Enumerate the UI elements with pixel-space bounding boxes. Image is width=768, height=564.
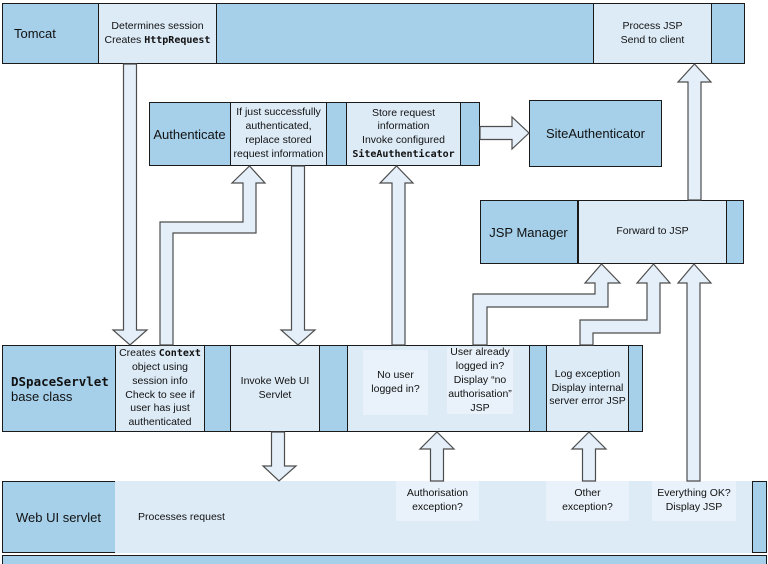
arrow-user-already-to-forward-jsp (473, 264, 620, 345)
context-code: Context (158, 347, 201, 359)
siteauthenticator-code: SiteAuthenticator (352, 149, 455, 161)
authorisation-exception-box: Authorisation exception? (396, 481, 479, 521)
authenticate-label: Authenticate (149, 102, 231, 166)
jsp-manager-bar (480, 200, 744, 264)
tomcat-bar (2, 3, 745, 64)
webui-servlet-label: Web UI servlet (2, 481, 116, 553)
jsp-manager-label: JSP Manager (480, 200, 578, 264)
creates-context-post: object using session info Check to see if user has just authenticated (125, 360, 195, 429)
arrow-everything-ok-to-forward-jsp (678, 264, 711, 481)
arrow-authenticate-to-invoke-webui (281, 166, 315, 345)
if-just-authenticated-box: If just successfully authenticated, replace stored request information (230, 102, 327, 166)
creates-context-box (115, 345, 205, 432)
log-exception-box: Log exception Display internal server error JSP (546, 345, 629, 432)
arrow-context-to-authenticate (160, 166, 265, 345)
arrow-other-exception-to-log-exception (572, 432, 606, 481)
user-already-logged-in-box: User already logged in? Display “no authorisation” JSP (448, 346, 512, 414)
dspace-servlet-label-rest: base class (11, 388, 73, 404)
store-request-line2: Invoke configured (362, 134, 445, 147)
webui-servlet-bar (2, 481, 767, 553)
no-user-logged-in-box: No user logged in? (363, 350, 428, 415)
process-jsp-box (593, 3, 712, 64)
authenticate-bar (149, 102, 480, 166)
tomcat-label: Tomcat (14, 26, 56, 41)
everything-ok-box: Everything OK? Display JSP (652, 481, 736, 521)
arrow-invoke-webui-to-webui-servlet (263, 432, 296, 481)
other-exception-box: Other exception? (546, 481, 629, 521)
processes-request-area: Processes request (115, 481, 753, 553)
creates-httprequest-pre: Creates (104, 33, 142, 46)
httprequest-code: HttpRequest (144, 34, 211, 46)
determines-session-line1: Determines session (111, 19, 204, 32)
store-request-box (346, 102, 461, 166)
dspace-servlet-label-code: DSpaceServlet (11, 373, 109, 389)
process-jsp-line2: Send to client (620, 33, 685, 46)
arrow-store-to-siteauthenticator (480, 117, 529, 149)
bottom-strip-bar (2, 555, 767, 564)
site-authenticator-box: SiteAuthenticator (529, 100, 662, 167)
arrow-log-exception-to-forward-jsp (580, 264, 670, 345)
dspace-servlet-bar (2, 345, 643, 432)
dspace-servlet-label (11, 346, 109, 431)
arrow-forward-jsp-to-process-jsp (678, 64, 711, 200)
arrow-tomcat-to-dspaceservlet (113, 64, 147, 345)
arrow-no-user-to-store-request (380, 166, 413, 345)
process-jsp-line1: Process JSP (622, 19, 683, 32)
login-check-container (347, 345, 530, 432)
determines-session-box (98, 3, 217, 64)
invoke-webui-box: Invoke Web UI Servlet (230, 345, 320, 432)
store-request-line1: Store request information (371, 106, 436, 133)
creates-context-pre: Creates (119, 346, 156, 359)
arrow-auth-exception-to-dspaceservlet (420, 432, 454, 481)
forward-to-jsp-box: Forward to JSP (578, 200, 727, 264)
